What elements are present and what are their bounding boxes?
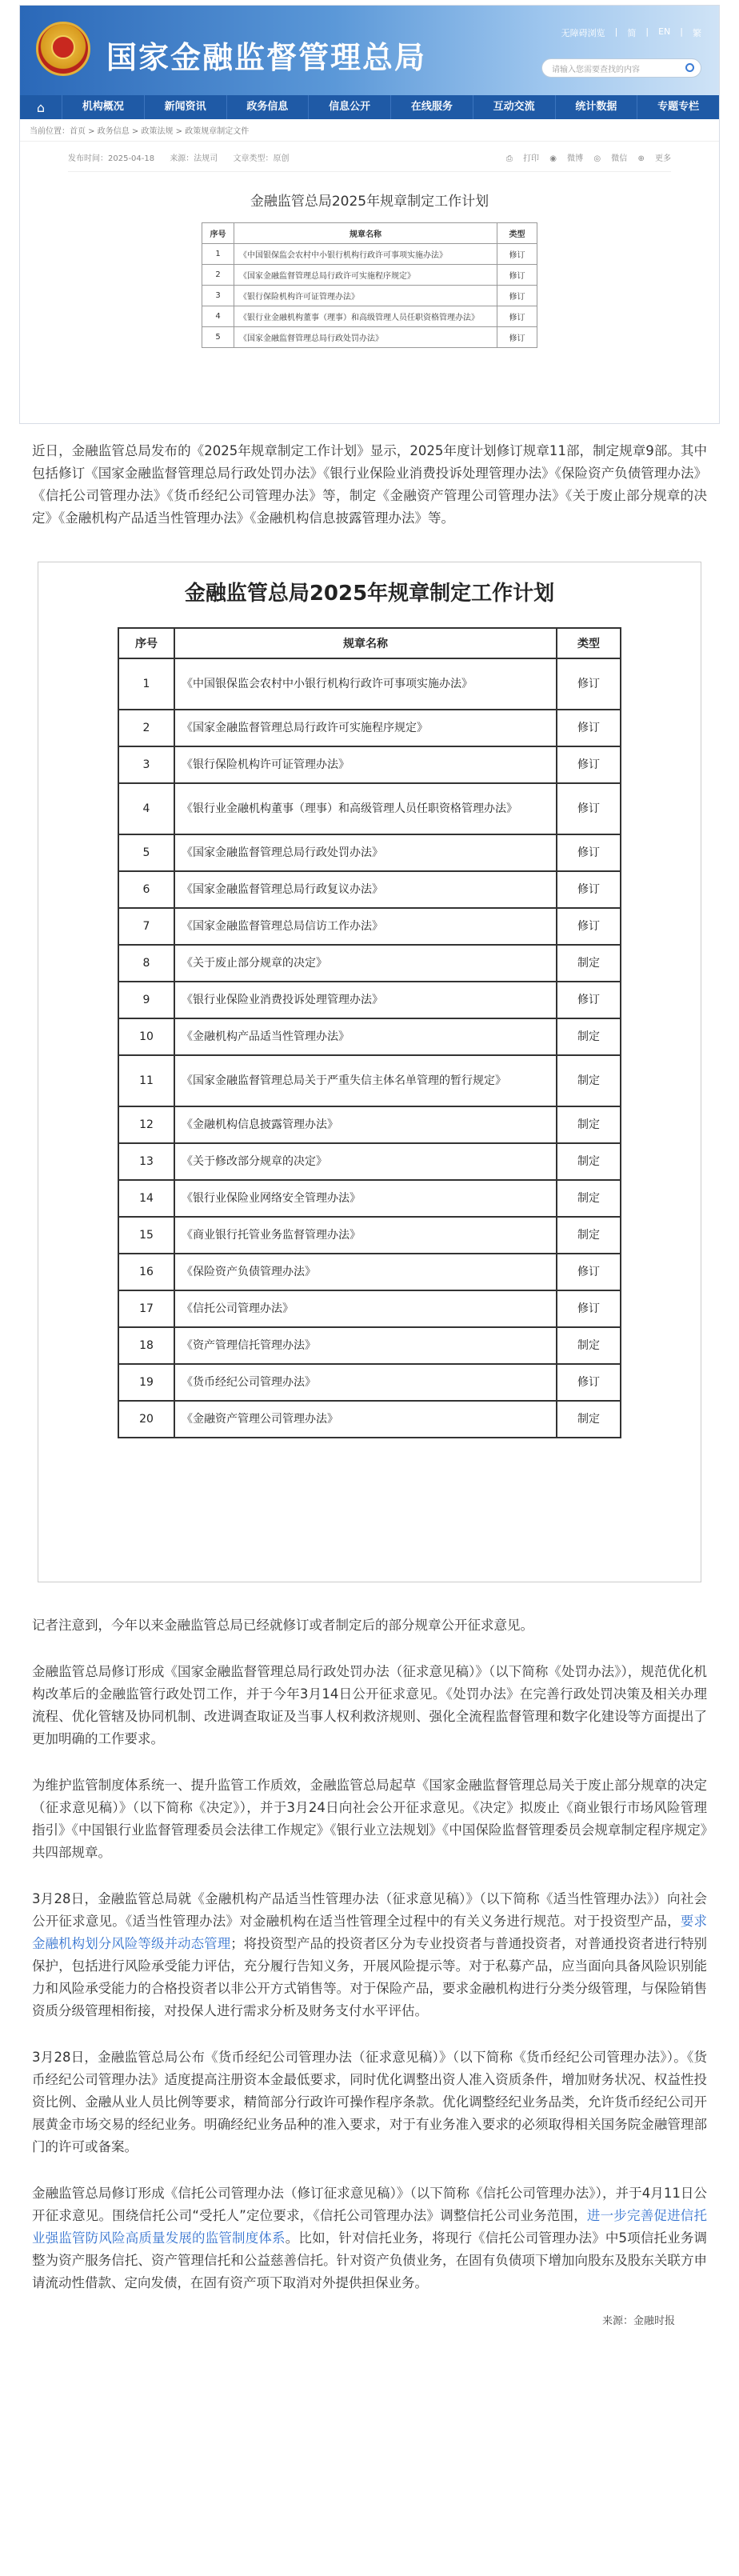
- table-row: 18 《资产管理信托管理办法》 制定: [118, 1327, 621, 1364]
- table-header: 规章名称: [174, 628, 557, 658]
- table-row: 7 《国家金融监督管理总局信访工作办法》 修订: [118, 908, 621, 945]
- table-header: 规章名称: [234, 223, 497, 244]
- table-row: 16 《保险资产负债管理办法》 修订: [118, 1254, 621, 1290]
- table-header: 序号: [202, 223, 234, 244]
- site-title: 国家金融监督管理总局: [106, 40, 427, 75]
- paragraph-6: 金融监管总局修订形成《信托公司管理办法（修订征求意见稿）》（以下简称《信托公司管理办法》），并于4月11日公开征求意见。围绕信托公司“受托人”定位要求，《信托公司管理办法》调整信托公司业务范围，进一步完善促进信托业强监管防风险高质量发展的监管制度体系。比如，针对信托业务，将现行《信托公司管理办法》中5项信托业务调整为资产服务信托、资产管理信托和公益慈善信托。针对资产负债业务，在固有负债项下增加向股东及股东关联方申请流动性借款、定向发债，在固有资产项下取消对外提供担保业务。: [32, 2186, 708, 2290]
- table-row: 3 《银行保险机构许可证管理办法》 修订: [118, 746, 621, 783]
- table-row: 4 《银行业金融机构董事（理事）和高级管理人员任职资格管理办法》 修订: [118, 783, 621, 834]
- highlight-link[interactable]: 进一步完善促进信托业强监管防风险高质量发展的监管制度体系: [32, 2208, 707, 2246]
- screenshot-plan-table: [202, 222, 537, 348]
- article-body-continued: [0, 1614, 739, 2335]
- article-source-footer: 来源：金融时报: [601, 2315, 675, 2327]
- table-row: 8 《关于废止部分规章的决定》 制定: [118, 945, 621, 982]
- article-source: 来源：法规司: [170, 154, 218, 163]
- table-row: 6 《国家金融监督管理总局行政复议办法》 修订: [118, 871, 621, 908]
- paragraph-1: 记者注意到，今年以来金融监管总局已经就修订或者制定后的部分规章公开征求意见。: [32, 1618, 533, 1633]
- publish-date: 发布时间：2025-04-18: [68, 154, 155, 163]
- paragraph-5: 3月28日，金融监管总局公布《货币经纪公司管理办法（征求意见稿）》（以下简称《货币经纪公司管理办法》）。《货币经纪公司管理办法》适度提高注册资本金最低要求，同时优化调整出资人准入资质条件，增加财务状况、权益性投资比例、金融从业人员比例等要求，精简部分行政许可操作程序条款。优化调整经纪业务品类，允许货币经纪公司开展黄金市场交易的经纪业务。明确经纪业务品种的准入要求，对于有业务准入要求的必须取得相关国务院金融管理部门的许可或备案。: [32, 2050, 707, 2154]
- screenshot-article-heading: 金融监管总局2025年规章制定工作计划: [250, 194, 489, 210]
- nav-item-special[interactable]: 专题专栏: [637, 95, 719, 119]
- nav-item-online-service[interactable]: 在线服务: [390, 95, 473, 119]
- nav-item-about[interactable]: 机构概况: [62, 95, 144, 119]
- plan-title: 金融监管总局2025年规章制定工作计划: [184, 582, 555, 606]
- accessibility-link[interactable]: 无障碍浏览: [561, 28, 605, 38]
- table-row: 4 《银行业金融机构董事（理事）和高级管理人员任职资格管理办法》 修订: [202, 306, 537, 327]
- table-row: 19 《货币经纪公司管理办法》 修订: [118, 1364, 621, 1401]
- plan-table-image: [38, 562, 701, 1582]
- english-link[interactable]: EN: [658, 26, 671, 37]
- weibo-share-button[interactable]: ◉ 微博: [549, 154, 584, 163]
- paragraph-2: 金融监管总局修订形成《国家金融监督管理总局行政处罚办法（征求意见稿）》（以下简称《处罚办法》），规范优化机构改革后的金融监管行政处罚工作，并于今年3月14日公开征求意见。《处罚办法》在完善行政处罚决策及相关办理流程、优化管辖及协同机制、改进调查取证及当事人权利救济规则、强化全流程监督管理和数字化建设等方面提出了更加明确的工作要求。: [32, 1664, 707, 1746]
- paragraph-3: 为维护监管制度体系统一、提升监管工作质效，金融监管总局起草《国家金融监督管理总局关于废止部分规章的决定（征求意见稿）》（以下简称《决定》），并于3月24日向社会公开征求意见。《决定》拟废止《商业银行市场风险管理指引》《中国银行业监督管理委员会法律工作规定》《银行业立法规划》《中国保险监督管理委员会规章制定程序规定》共四部规章。: [32, 1778, 707, 1860]
- table-row: 11 《国家金融监督管理总局关于严重失信主体名单管理的暂行规定》 制定: [118, 1055, 621, 1106]
- main-nav: [20, 95, 719, 119]
- top-links: 无障碍浏览 | 简 | EN | 繁: [561, 26, 701, 38]
- nav-item-news[interactable]: 新闻资讯: [144, 95, 226, 119]
- plan-table: [118, 627, 621, 1438]
- table-row: 12 《金融机构信息披露管理办法》 制定: [118, 1106, 621, 1143]
- embedded-screenshot: [19, 5, 720, 424]
- national-emblem-icon: [36, 22, 90, 76]
- table-header-row: [118, 628, 621, 658]
- table-row: 3 《银行保险机构许可证管理办法》 修订: [202, 286, 537, 306]
- intro-paragraph: 近日，金融监管总局发布的《2025年规章制定工作计划》显示，2025年度计划修订规章11部，制定规章9部。其中包括修订《国家金融监督管理总局行政处罚办法》《银行业保险业消费投诉处理管理办法》《保险资产负债管理办法》《信托公司管理办法》《货币经纪公司管理办法》等，制定《金融资产管理公司管理办法》《关于废止部分规章的决定》《金融机构产品适当性管理办法》《金融机构信息披露管理办法》等。: [32, 443, 707, 526]
- table-row: 5 《国家金融监督管理总局行政处罚办法》 修订: [202, 327, 537, 348]
- site-banner: [20, 6, 719, 95]
- table-row: 14 《银行业保险业网络安全管理办法》 制定: [118, 1180, 621, 1217]
- nav-item-interaction[interactable]: 互动交流: [473, 95, 555, 119]
- paragraph-4: 3月28日，金融监管总局就《金融机构产品适当性管理办法（征求意见稿）》（以下简称《适当性管理办法》）向社会公开征求意见。《适当性管理办法》对金融机构在适当性管理全过程中的有关义务进行规范。对于投资型产品，要求金融机构划分风险等级并动态管理；将投资型产品的投资者区分为专业投资者与普通投资者，对普通投资者进行特别保护，包括进行风险承受能力评估，充分履行告知义务，开展风险提示等。对于私募产品，应当面向具备风险识别能力和风险承受能力的合格投资者以非公开方式销售等。对于保险产品，要求金融机构进行分类分级管理，与保险销售资质分级管理相衔接，对投保人进行需求分析及财务支付水平评估。: [32, 1891, 708, 2018]
- table-row: 10 《金融机构产品适当性管理办法》 制定: [118, 1018, 621, 1055]
- traditional-link[interactable]: 繁: [693, 28, 701, 38]
- nav-item-statistics[interactable]: 统计数据: [555, 95, 637, 119]
- search-input[interactable]: [541, 58, 701, 78]
- table-row: 17 《信托公司管理办法》 修订: [118, 1290, 621, 1327]
- highlight-link[interactable]: 要求金融机构划分风险等级并动态管理: [32, 1914, 708, 1951]
- print-button[interactable]: ⎙ 打印: [505, 154, 540, 163]
- table-header: 序号: [118, 628, 174, 658]
- table-header: 类型: [557, 628, 621, 658]
- table-header-row: [202, 223, 537, 244]
- article-body: [0, 440, 739, 530]
- table-row: 2 《国家金融监督管理总局行政许可实施程序规定》 修订: [202, 265, 537, 286]
- table-row: 9 《银行业保险业消费投诉处理管理办法》 修订: [118, 982, 621, 1018]
- table-row: 1 《中国银保监会农村中小银行机构行政许可事项实施办法》 修订: [118, 658, 621, 710]
- table-row: 20 《金融资产管理公司管理办法》 制定: [118, 1401, 621, 1438]
- table-row: 13 《关于修改部分规章的决定》 制定: [118, 1143, 621, 1180]
- nav-item-disclosure[interactable]: 信息公开: [308, 95, 390, 119]
- search-placeholder: 请输入您需要查找的内容: [552, 66, 640, 74]
- simplified-link[interactable]: 简: [627, 28, 637, 38]
- search-icon[interactable]: [685, 63, 694, 72]
- breadcrumb: 当前位置：首页 > 政务信息 > 政策法规 > 政策规章制定文件: [20, 119, 719, 142]
- home-icon[interactable]: ⌂: [36, 99, 46, 115]
- nav-item-government[interactable]: 政务信息: [226, 95, 309, 119]
- table-row: 1 《中国银保监会农村中小银行机构行政许可事项实施办法》 修订: [202, 244, 537, 265]
- table-row: 15 《商业银行托管业务监督管理办法》 制定: [118, 1217, 621, 1254]
- wechat-share-button[interactable]: ◎ 微信: [593, 154, 628, 163]
- table-header: 类型: [497, 223, 537, 244]
- article-meta: [68, 142, 671, 172]
- article-type: 文章类型：原创: [233, 154, 290, 163]
- table-row: 2 《国家金融监督管理总局行政许可实施程序规定》 修订: [118, 710, 621, 746]
- table-row: 5 《国家金融监督管理总局行政处罚办法》 修订: [118, 834, 621, 871]
- more-share-button[interactable]: ⊕ 更多: [637, 154, 671, 163]
